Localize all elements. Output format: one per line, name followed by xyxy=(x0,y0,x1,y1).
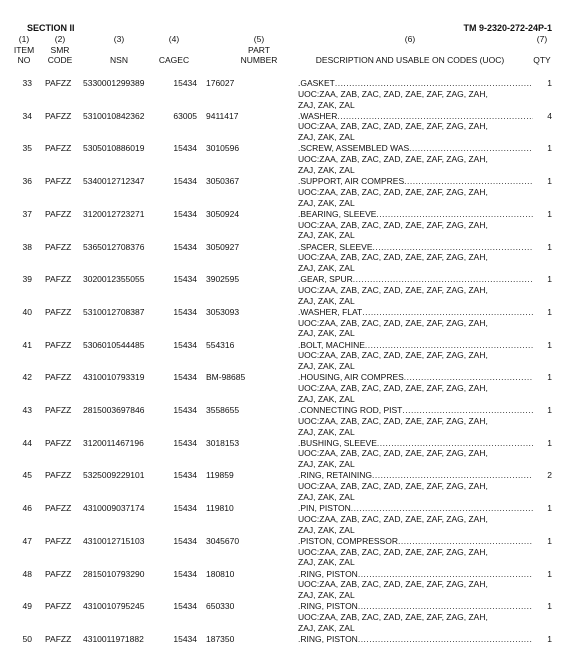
usable-on-codes: UOC:ZAA, ZAB, ZAC, ZAD, ZAE, ZAF, ZAG, ZAH, xyxy=(298,252,488,263)
item-number: 40 xyxy=(22,306,32,317)
leader-dots xyxy=(353,274,533,285)
cage-code: 63005 xyxy=(173,110,197,121)
quantity: 1 xyxy=(547,535,552,546)
leader-dots xyxy=(404,176,533,187)
usable-on-codes: ZAJ, ZAK, ZAL xyxy=(298,524,355,535)
nsn: 4310010795245 xyxy=(83,601,145,612)
smr-code: PAFZZ xyxy=(45,208,72,219)
table-row xyxy=(0,569,573,601)
cage-code: 15434 xyxy=(173,274,197,285)
part-name: .GEAR, SPUR xyxy=(298,274,353,285)
table-row xyxy=(0,242,573,274)
usable-on-codes: ZAJ, ZAK, ZAL xyxy=(298,263,355,274)
description-name-line xyxy=(298,634,533,645)
table-row xyxy=(0,601,573,633)
description xyxy=(298,569,533,601)
nsn: 4310010793319 xyxy=(83,372,145,383)
item-number: 36 xyxy=(22,176,32,187)
usable-on-codes: UOC:ZAA, ZAB, ZAC, ZAD, ZAE, ZAF, ZAG, ZAH, xyxy=(298,611,488,622)
usable-on-codes: UOC:ZAA, ZAB, ZAC, ZAD, ZAE, ZAF, ZAG, ZAH, xyxy=(298,448,488,459)
cage-code: 15434 xyxy=(173,372,197,383)
quantity: 1 xyxy=(547,405,552,415)
quantity: 1 xyxy=(547,306,552,317)
table-row xyxy=(0,405,573,437)
cage-code: 15434 xyxy=(173,503,197,514)
table-row xyxy=(0,111,573,143)
part-name: .PISTON, COMPRESSOR xyxy=(298,535,398,546)
part-name: .SCREW, ASSEMBLED WAS xyxy=(298,143,410,154)
quantity: 4 xyxy=(547,110,552,121)
table-row xyxy=(0,470,573,502)
quantity: 1 xyxy=(547,176,552,187)
usable-on-codes: ZAJ, ZAK, ZAL xyxy=(298,230,355,241)
nsn: 2815010793290 xyxy=(83,568,145,579)
leader-dots xyxy=(372,242,533,253)
table-row xyxy=(0,78,573,110)
part-number: 187350 xyxy=(206,633,235,644)
smr-code: PAFZZ xyxy=(45,503,72,514)
cage-code: 15434 xyxy=(173,470,197,481)
smr-code: PAFZZ xyxy=(45,274,72,285)
description-name-line xyxy=(298,242,533,253)
usable-on-codes: ZAJ, ZAK, ZAL xyxy=(298,197,355,208)
leader-dots xyxy=(358,601,533,612)
cage-code: 15434 xyxy=(173,339,197,350)
usable-on-codes: ZAJ, ZAK, ZAL xyxy=(298,459,355,470)
part-number: 3050927 xyxy=(206,241,240,252)
description xyxy=(298,372,533,404)
usable-on-codes: UOC:ZAA, ZAB, ZAC, ZAD, ZAE, ZAF, ZAG, ZAH, xyxy=(298,186,488,197)
usable-on-codes: ZAJ, ZAK, ZAL xyxy=(298,426,355,437)
description-name-line xyxy=(298,111,533,122)
smr-code: PAFZZ xyxy=(45,143,72,154)
item-number: 46 xyxy=(22,503,32,514)
part-name: .RING, RETAINING xyxy=(298,470,372,481)
leader-dots xyxy=(409,143,533,154)
quantity: 1 xyxy=(547,372,552,383)
usable-on-codes: UOC:ZAA, ZAB, ZAC, ZAD, ZAE, ZAF, ZAG, ZAH, xyxy=(298,317,488,328)
part-name: .SPACER, SLEEVE xyxy=(298,241,373,252)
item-number: 39 xyxy=(22,274,32,285)
cage-code: 15434 xyxy=(173,535,197,546)
item-number: 50 xyxy=(22,633,32,644)
description-name-line xyxy=(298,601,533,612)
nsn: 3120012723271 xyxy=(83,208,145,219)
table-row xyxy=(0,274,573,306)
cage-code: 15434 xyxy=(173,176,197,187)
item-number: 45 xyxy=(22,470,32,481)
smr-code: PAFZZ xyxy=(45,306,72,317)
quantity: 1 xyxy=(547,437,552,448)
part-number: 180810 xyxy=(206,568,235,579)
leader-dots xyxy=(337,111,533,122)
part-number: 3558655 xyxy=(206,405,240,415)
leader-dots xyxy=(404,372,533,383)
leader-dots xyxy=(398,536,533,547)
part-number: 9411417 xyxy=(206,110,239,121)
leader-dots xyxy=(376,209,533,220)
item-number: 37 xyxy=(22,208,32,219)
quantity: 1 xyxy=(547,503,552,514)
col-header-part-number: (5) PART NUMBER xyxy=(240,34,278,65)
description xyxy=(298,503,533,535)
part-number: 119810 xyxy=(206,503,234,514)
leader-dots xyxy=(365,340,533,351)
cage-code: 15434 xyxy=(173,143,197,154)
part-number: 650330 xyxy=(206,601,235,612)
table-row xyxy=(0,209,573,241)
description-name-line xyxy=(298,143,533,154)
usable-on-codes: ZAJ, ZAK, ZAL xyxy=(298,361,355,372)
smr-code: PAFZZ xyxy=(45,437,72,448)
part-name: .RING, PISTON xyxy=(298,601,358,612)
smr-code: PAFZZ xyxy=(45,339,72,350)
part-number: 3050924 xyxy=(206,208,240,219)
item-number: 41 xyxy=(22,339,32,350)
item-number: 34 xyxy=(22,110,32,121)
cage-code: 15434 xyxy=(173,78,197,88)
smr-code: PAFZZ xyxy=(45,110,72,121)
part-number: 3010596 xyxy=(206,143,240,154)
quantity: 1 xyxy=(547,241,552,252)
description xyxy=(298,307,533,339)
item-number: 47 xyxy=(22,535,32,546)
usable-on-codes: ZAJ, ZAK, ZAL xyxy=(298,590,355,601)
description xyxy=(298,209,533,241)
part-number: BM-98685 xyxy=(206,372,246,383)
part-number: 3053093 xyxy=(206,306,240,317)
leader-dots xyxy=(377,438,533,449)
smr-code: PAFZZ xyxy=(45,601,72,612)
usable-on-codes: ZAJ, ZAK, ZAL xyxy=(298,557,355,568)
item-number: 35 xyxy=(22,143,32,154)
nsn: 5310012708387 xyxy=(83,306,145,317)
item-number: 49 xyxy=(22,601,32,612)
leader-dots xyxy=(351,503,533,514)
smr-code: PAFZZ xyxy=(45,568,72,579)
table-row xyxy=(0,143,573,175)
table-row xyxy=(0,340,573,372)
quantity: 1 xyxy=(547,274,552,285)
leader-dots xyxy=(358,634,533,645)
col-header-smr: (2) SMR CODE xyxy=(47,34,73,65)
description xyxy=(298,536,533,568)
nsn: 4310012715103 xyxy=(83,535,145,546)
usable-on-codes: ZAJ, ZAK, ZAL xyxy=(298,132,355,143)
cage-code: 15434 xyxy=(173,405,197,415)
tm-number: TM 9-2320-272-24P-1 xyxy=(463,23,552,33)
part-name: .WASHER xyxy=(298,110,338,121)
part-number: 554316 xyxy=(206,339,235,350)
item-number: 38 xyxy=(22,241,32,252)
nsn: 4310011971882 xyxy=(83,633,144,644)
nsn: 5310010842362 xyxy=(83,110,145,121)
nsn: 3120011467196 xyxy=(83,437,144,448)
item-number: 42 xyxy=(22,372,32,383)
description xyxy=(298,176,533,208)
table-row xyxy=(0,634,573,666)
cage-code: 15434 xyxy=(173,208,197,219)
description-name-line xyxy=(298,536,533,547)
usable-on-codes: ZAJ, ZAK, ZAL xyxy=(298,164,355,175)
cage-code: 15434 xyxy=(173,568,197,579)
part-name: .WASHER, FLAT xyxy=(298,306,363,317)
usable-on-codes: ZAJ, ZAK, ZAL xyxy=(298,295,355,306)
smr-code: PAFZZ xyxy=(45,241,72,252)
part-name: .SUPPORT, AIR COMPRES xyxy=(298,176,405,187)
item-number: 44 xyxy=(22,437,32,448)
part-number: 176027 xyxy=(206,78,235,88)
description-name-line xyxy=(298,176,533,187)
leader-dots xyxy=(372,470,533,481)
part-name: .GASKET xyxy=(298,78,335,88)
usable-on-codes: ZAJ, ZAK, ZAL xyxy=(298,622,355,633)
smr-code: PAFZZ xyxy=(45,372,72,383)
part-name: .BEARING, SLEEVE xyxy=(298,208,377,219)
item-number: 33 xyxy=(22,78,32,88)
leader-dots xyxy=(358,569,533,580)
description xyxy=(298,601,533,633)
description xyxy=(298,405,533,437)
usable-on-codes: UOC:ZAA, ZAB, ZAC, ZAD, ZAE, ZAF, ZAG, ZAH, xyxy=(298,154,488,165)
quantity: 1 xyxy=(547,143,552,154)
usable-on-codes: UOC:ZAA, ZAB, ZAC, ZAD, ZAE, ZAF, ZAG, ZAH, xyxy=(298,219,488,230)
part-number: 3902595 xyxy=(206,274,240,285)
part-name: .HOUSING, AIR COMPRES xyxy=(298,372,404,383)
cage-code: 15434 xyxy=(173,601,197,612)
smr-code: PAFZZ xyxy=(45,470,72,481)
nsn: 4310009037174 xyxy=(83,503,145,514)
col-header-qty: (7) QTY xyxy=(533,34,551,65)
description-name-line xyxy=(298,307,533,318)
nsn: 3020012355055 xyxy=(83,274,145,285)
usable-on-codes: UOC:ZAA, ZAB, ZAC, ZAD, ZAE, ZAF, ZAG, ZAH, xyxy=(298,415,488,426)
leader-dots xyxy=(402,405,533,416)
description xyxy=(298,111,533,143)
description xyxy=(298,340,533,372)
usable-on-codes: ZAJ, ZAK, ZAL xyxy=(298,99,355,110)
smr-code: PAFZZ xyxy=(45,535,72,546)
smr-code: PAFZZ xyxy=(45,633,72,644)
quantity: 1 xyxy=(547,339,552,350)
usable-on-codes: UOC:ZAA, ZAB, ZAC, ZAD, ZAE, ZAF, ZAG, ZAH, xyxy=(298,383,488,394)
description-name-line xyxy=(298,372,533,383)
leader-dots xyxy=(362,307,533,318)
description xyxy=(298,274,533,306)
smr-code: PAFZZ xyxy=(45,78,72,88)
part-number: 119859 xyxy=(206,470,234,481)
item-number: 43 xyxy=(22,405,32,415)
part-name: .RING, PISTON xyxy=(298,633,358,644)
col-header-cagec: (4) CAGEC xyxy=(158,34,190,65)
description xyxy=(298,438,533,470)
quantity: 2 xyxy=(547,470,552,481)
usable-on-codes: UOC:ZAA, ZAB, ZAC, ZAD, ZAE, ZAF, ZAG, ZAH, xyxy=(298,579,488,590)
cage-code: 15434 xyxy=(173,633,197,644)
usable-on-codes: UOC:ZAA, ZAB, ZAC, ZAD, ZAE, ZAF, ZAG, ZAH, xyxy=(298,513,488,524)
description-name-line xyxy=(298,470,533,481)
part-number: 3018153 xyxy=(206,437,240,448)
quantity: 1 xyxy=(547,601,552,612)
nsn: 5330001299389 xyxy=(83,78,145,88)
description-name-line xyxy=(298,503,533,514)
quantity: 1 xyxy=(547,78,552,88)
smr-code: PAFZZ xyxy=(45,176,72,187)
cage-code: 15434 xyxy=(173,437,197,448)
col-header-item: (1) ITEM NO xyxy=(13,34,35,65)
table-row xyxy=(0,307,573,339)
description xyxy=(298,634,533,645)
part-number: 3050367 xyxy=(206,176,240,187)
quantity: 1 xyxy=(547,568,552,579)
usable-on-codes: UOC:ZAA, ZAB, ZAC, ZAD, ZAE, ZAF, ZAG, ZAH, xyxy=(298,284,488,295)
nsn: 2815003697846 xyxy=(83,405,145,415)
usable-on-codes: ZAJ, ZAK, ZAL xyxy=(298,491,355,502)
description xyxy=(298,143,533,175)
part-name: .PIN, PISTON xyxy=(298,503,351,514)
quantity: 1 xyxy=(547,633,552,644)
section-label: SECTION II xyxy=(27,23,75,33)
usable-on-codes: UOC:ZAA, ZAB, ZAC, ZAD, ZAE, ZAF, ZAG, ZAH, xyxy=(298,546,488,557)
description-name-line xyxy=(298,78,533,89)
part-name: .CONNECTING ROD, PIST xyxy=(298,405,403,415)
description xyxy=(298,78,533,110)
usable-on-codes: UOC:ZAA, ZAB, ZAC, ZAD, ZAE, ZAF, ZAG, ZAH, xyxy=(298,350,488,361)
nsn: 5365012708376 xyxy=(83,241,145,252)
col-header-nsn: (3) NSN xyxy=(110,34,128,65)
nsn: 5306010544485 xyxy=(83,339,145,350)
description-name-line xyxy=(298,274,533,285)
table-row xyxy=(0,372,573,404)
usable-on-codes: UOC:ZAA, ZAB, ZAC, ZAD, ZAE, ZAF, ZAG, ZAH, xyxy=(298,481,488,492)
table-row xyxy=(0,503,573,535)
quantity: 1 xyxy=(547,208,552,219)
nsn: 5340012712347 xyxy=(83,176,145,187)
table-row xyxy=(0,438,573,470)
table-row xyxy=(0,176,573,208)
description xyxy=(298,470,533,502)
usable-on-codes: ZAJ, ZAK, ZAL xyxy=(298,393,355,404)
description-name-line xyxy=(298,209,533,220)
nsn: 5325009229101 xyxy=(83,470,145,481)
usable-on-codes: UOC:ZAA, ZAB, ZAC, ZAD, ZAE, ZAF, ZAG, ZAH, xyxy=(298,88,488,99)
part-name: .RING, PISTON xyxy=(298,568,358,579)
usable-on-codes: ZAJ, ZAK, ZAL xyxy=(298,328,355,339)
cage-code: 15434 xyxy=(173,241,197,252)
description-name-line xyxy=(298,340,533,351)
part-name: .BUSHING, SLEEVE xyxy=(298,437,377,448)
cage-code: 15434 xyxy=(173,306,197,317)
description xyxy=(298,242,533,274)
col-header-description: (6) DESCRIPTION AND USABLE ON CODES (UOC) xyxy=(315,34,505,65)
description-name-line xyxy=(298,405,533,416)
leader-dots xyxy=(335,78,533,89)
item-number: 48 xyxy=(22,568,32,579)
smr-code: PAFZZ xyxy=(45,405,72,415)
description-name-line xyxy=(298,569,533,580)
usable-on-codes: UOC:ZAA, ZAB, ZAC, ZAD, ZAE, ZAF, ZAG, ZAH, xyxy=(298,121,488,132)
description-name-line xyxy=(298,438,533,449)
part-number: 3045670 xyxy=(206,535,240,546)
table-row xyxy=(0,536,573,568)
part-name: .BOLT, MACHINE xyxy=(298,339,365,350)
nsn: 5305010886019 xyxy=(83,143,145,154)
